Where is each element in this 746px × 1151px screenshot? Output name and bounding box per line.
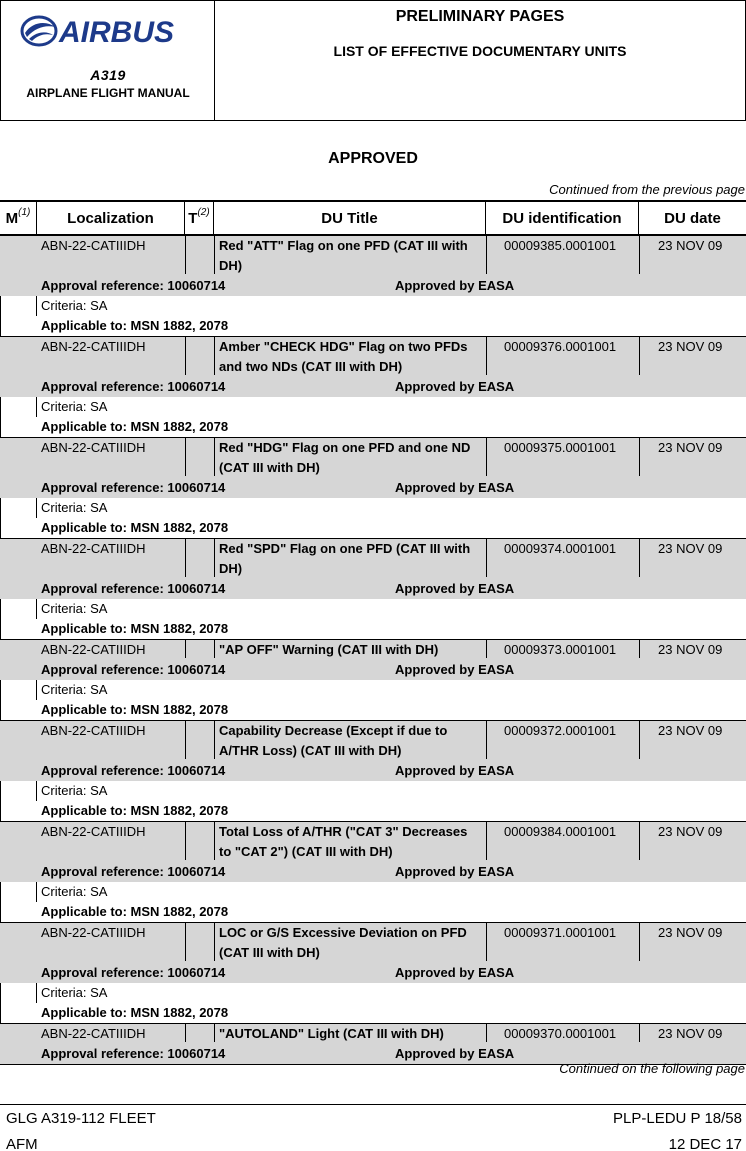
column-rule	[185, 337, 186, 375]
du-entry	[0, 336, 746, 437]
du-title: Amber "CHECK HDG" Flag on two PFDs and two NDs (CAT III with DH)	[219, 339, 468, 374]
table-header	[0, 202, 746, 236]
column-rule	[36, 983, 37, 1003]
du-entry-main	[0, 236, 746, 296]
du-entry	[0, 437, 746, 538]
approved-by: Approved by EASA	[395, 965, 515, 980]
du-localization: ABN-22-CATIIIDH	[41, 642, 146, 657]
column-rule	[214, 438, 215, 476]
du-entry	[0, 821, 746, 922]
column-rule	[639, 721, 640, 759]
column-rule	[36, 498, 37, 518]
column-rule	[185, 1024, 186, 1042]
du-entry	[0, 1023, 746, 1064]
approval-reference: Approval reference: 10060714	[41, 278, 226, 293]
column-rule	[639, 438, 640, 476]
column-rule	[36, 882, 37, 902]
du-table	[0, 200, 746, 1065]
column-rule	[185, 721, 186, 759]
column-rule	[214, 923, 215, 961]
approval-reference: Approval reference: 10060714	[41, 662, 226, 677]
column-rule	[185, 640, 186, 658]
column-rule	[486, 539, 487, 577]
airbus-logo-icon	[19, 11, 199, 51]
column-rule	[185, 539, 186, 577]
du-localization: ABN-22-CATIIIDH	[41, 824, 146, 839]
column-rule	[214, 539, 215, 577]
approval-reference: Approval reference: 10060714	[41, 864, 226, 879]
du-title: Red "ATT" Flag on one PFD (CAT III with DH)	[219, 238, 468, 273]
table-body	[0, 236, 746, 1064]
du-applicability	[0, 781, 746, 821]
column-rule	[639, 923, 640, 961]
page-header	[0, 0, 746, 121]
approval-reference: Approval reference: 10060714	[41, 1046, 226, 1061]
approval-reference: Approval reference: 10060714	[41, 581, 226, 596]
column-rule	[486, 923, 487, 961]
column-rule	[0, 498, 1, 538]
column-rule	[214, 721, 215, 759]
column-rule	[639, 236, 640, 274]
du-title: Capability Decrease (Except if due to A/THR Loss) (CAT III with DH)	[219, 723, 448, 758]
column-rule	[639, 539, 640, 577]
du-title: "AP OFF" Warning (CAT III with DH)	[219, 642, 439, 657]
approval-reference: Approval reference: 10060714	[41, 965, 226, 980]
du-applicability	[0, 882, 746, 922]
col-t: $T^{(2)}$	[185, 202, 214, 234]
column-rule	[639, 640, 640, 658]
du-applicability	[0, 680, 746, 720]
du-date: 23 NOV 09	[658, 440, 723, 455]
footer-doc: AFM	[6, 1136, 38, 1151]
column-rule	[639, 337, 640, 375]
column-rule	[185, 923, 186, 961]
column-rule	[214, 337, 215, 375]
col-date: DU date	[664, 210, 721, 227]
du-date: 23 NOV 09	[658, 1026, 723, 1041]
approval-reference: Approval reference: 10060714	[41, 379, 226, 394]
criteria: Criteria: SA	[41, 500, 108, 515]
du-title: LOC or G/S Excessive Deviation on PFD (CAT III with DH)	[219, 925, 467, 960]
criteria: Criteria: SA	[41, 884, 108, 899]
du-identification: 00009376.0001001	[504, 339, 617, 354]
du-entry	[0, 538, 746, 639]
du-entry-main	[0, 923, 746, 983]
du-title: "AUTOLAND" Light (CAT III with DH)	[219, 1026, 444, 1041]
applicable-to: Applicable to: MSN 1882, 2078	[41, 1005, 229, 1020]
column-rule	[0, 882, 1, 922]
approved-by: Approved by EASA	[395, 278, 515, 293]
logo-wordmark: AIRBUS	[59, 16, 175, 49]
du-identification: 00009384.0001001	[504, 824, 617, 839]
col-identification: DU identification	[486, 202, 639, 234]
approved-by: Approved by EASA	[395, 581, 515, 596]
column-rule	[486, 337, 487, 375]
applicable-to: Applicable to: MSN 1882, 2078	[41, 621, 229, 636]
column-rule	[36, 599, 37, 619]
column-rule	[0, 599, 1, 639]
column-rule	[486, 236, 487, 274]
footer-page: PLP-LEDU P 18/58	[613, 1110, 742, 1127]
applicable-to: Applicable to: MSN 1882, 2078	[41, 803, 229, 818]
col-m: $M^{(1)}$	[0, 202, 37, 234]
column-rule	[486, 438, 487, 476]
du-entry-main	[0, 539, 746, 599]
du-entry	[0, 639, 746, 720]
section-label: APPROVED	[328, 150, 418, 167]
column-rule	[214, 236, 215, 274]
du-entry-main	[0, 640, 746, 680]
footer-fleet: GLG A319-112 FLEET	[6, 1110, 156, 1127]
du-date: 23 NOV 09	[658, 339, 723, 354]
du-applicability	[0, 498, 746, 538]
du-identification: 00009374.0001001	[504, 541, 617, 556]
approval-reference: Approval reference: 10060714	[41, 480, 226, 495]
column-rule	[36, 397, 37, 417]
du-date: 23 NOV 09	[658, 824, 723, 839]
footer-date: 12 DEC 17	[668, 1136, 742, 1151]
column-rule	[486, 822, 487, 860]
criteria: Criteria: SA	[41, 601, 108, 616]
column-rule	[214, 1024, 215, 1042]
column-rule	[185, 236, 186, 274]
du-identification: 00009372.0001001	[504, 723, 617, 738]
du-localization: ABN-22-CATIIIDH	[41, 339, 146, 354]
du-title: Red "SPD" Flag on one PFD (CAT III with DH)	[219, 541, 471, 576]
manual-name: AIRPLANE FLIGHT MANUAL	[26, 86, 190, 100]
continued-from-note: Continued from the previous page	[549, 182, 745, 197]
column-rule	[639, 1024, 640, 1042]
du-localization: ABN-22-CATIIIDH	[41, 541, 146, 556]
airbus-logo	[19, 11, 199, 51]
footer-divider	[0, 1104, 746, 1105]
criteria: Criteria: SA	[41, 783, 108, 798]
du-entry-main	[0, 1024, 746, 1064]
du-entry-main	[0, 721, 746, 781]
du-identification: 00009373.0001001	[504, 642, 617, 657]
approved-by: Approved by EASA	[395, 1046, 515, 1061]
du-applicability	[0, 397, 746, 437]
column-rule	[36, 781, 37, 801]
du-entry	[0, 720, 746, 821]
du-date: 23 NOV 09	[658, 723, 723, 738]
column-rule	[486, 640, 487, 658]
du-identification: 00009385.0001001	[504, 238, 617, 253]
approval-reference: Approval reference: 10060714	[41, 763, 226, 778]
column-rule	[0, 983, 1, 1023]
approved-by: Approved by EASA	[395, 379, 515, 394]
col-title: DU Title	[214, 202, 486, 234]
du-date: 23 NOV 09	[658, 925, 723, 940]
du-title: Total Loss of A/THR ("CAT 3" Decreases to "CAT 2") (CAT III with DH)	[219, 824, 468, 859]
col-localization: Localization	[37, 202, 185, 234]
applicable-to: Applicable to: MSN 1882, 2078	[41, 702, 229, 717]
page-title: PRELIMINARY PAGES	[395, 8, 565, 25]
du-identification: 00009371.0001001	[504, 925, 617, 940]
du-applicability	[0, 296, 746, 336]
column-rule	[486, 721, 487, 759]
criteria: Criteria: SA	[41, 399, 108, 414]
approved-by: Approved by EASA	[395, 662, 515, 677]
criteria: Criteria: SA	[41, 298, 108, 313]
criteria: Criteria: SA	[41, 985, 108, 1000]
page-subtitle: LIST OF EFFECTIVE DOCUMENTARY UNITS	[333, 43, 627, 59]
approved-by: Approved by EASA	[395, 763, 515, 778]
column-rule	[185, 822, 186, 860]
column-rule	[0, 781, 1, 821]
du-localization: ABN-22-CATIIIDH	[41, 925, 146, 940]
du-identification: 00009375.0001001	[504, 440, 617, 455]
aircraft-model: A319	[90, 67, 126, 83]
du-entry	[0, 236, 746, 336]
column-rule	[36, 296, 37, 316]
du-localization: ABN-22-CATIIIDH	[41, 440, 146, 455]
applicable-to: Applicable to: MSN 1882, 2078	[41, 904, 229, 919]
du-identification: 00009370.0001001	[504, 1026, 617, 1041]
du-entry-main	[0, 337, 746, 397]
du-entry-main	[0, 822, 746, 882]
column-rule	[185, 438, 186, 476]
applicable-to: Applicable to: MSN 1882, 2078	[41, 520, 229, 535]
du-date: 23 NOV 09	[658, 642, 723, 657]
column-rule	[639, 822, 640, 860]
du-localization: ABN-22-CATIIIDH	[41, 723, 146, 738]
column-rule	[0, 680, 1, 720]
du-applicability	[0, 983, 746, 1023]
column-rule	[214, 640, 215, 658]
applicable-to: Applicable to: MSN 1882, 2078	[41, 318, 229, 333]
column-rule	[0, 397, 1, 437]
approved-by: Approved by EASA	[395, 480, 515, 495]
column-rule	[36, 680, 37, 700]
column-rule	[486, 1024, 487, 1042]
du-localization: ABN-22-CATIIIDH	[41, 1026, 146, 1041]
header-logo-box	[1, 1, 215, 120]
du-localization: ABN-22-CATIIIDH	[41, 238, 146, 253]
column-rule	[0, 296, 1, 336]
du-title: Red "HDG" Flag on one PFD and one ND (CAT III with DH)	[219, 440, 471, 475]
criteria: Criteria: SA	[41, 682, 108, 697]
du-entry-main	[0, 438, 746, 498]
approved-by: Approved by EASA	[395, 864, 515, 879]
du-applicability	[0, 599, 746, 639]
continued-to-note: Continued on the following page	[559, 1061, 745, 1076]
du-date: 23 NOV 09	[658, 541, 723, 556]
applicable-to: Applicable to: MSN 1882, 2078	[41, 419, 229, 434]
du-date: 23 NOV 09	[658, 238, 723, 253]
column-rule	[214, 822, 215, 860]
du-entry	[0, 922, 746, 1023]
